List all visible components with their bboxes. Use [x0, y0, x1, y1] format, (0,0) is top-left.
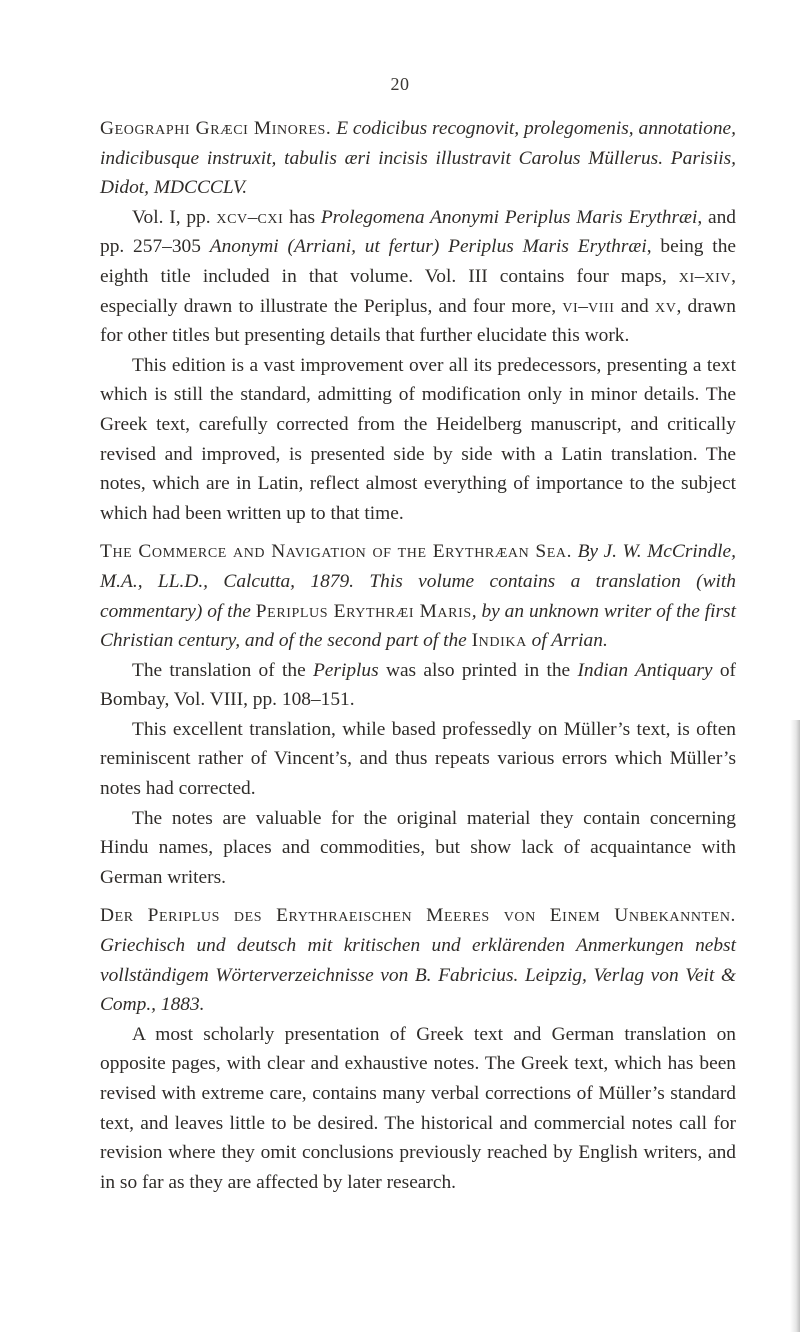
text-run: A most scholarly presentation of Greek text and German translation on opposite pages, with clear and exhaustive notes. The Greek text, which has been revised with extreme care, contains many verbal corrections of Müller’s standard text, and leaves little to be desired. The historical and commercial notes call for revision where they omit conclusions previously reached by English writers, and in so far as they are affected by later research. — [100, 1023, 736, 1193]
entry-paragraph — [100, 203, 736, 351]
text-run: , and pp. 257–305 — [100, 206, 736, 258]
text-run: The notes are valuable for the original material they contain concerning Hindu names, places and commodities, but show lack of acquaintance with German writers. — [100, 807, 736, 888]
page-number: 20 — [390, 74, 410, 94]
text-run: – — [578, 295, 588, 317]
text-run: Prolegomena Anonymi Periplus Maris Erythræi — [320, 206, 698, 228]
entry-heading — [100, 114, 736, 203]
bibliography-text — [100, 114, 736, 1197]
text-run: Geographi Græci Minores. — [100, 118, 332, 139]
text-run: E codicibus recognovit, prolegomenis, annotatione, indicibusque instruxit, tabulis æri incisis illustravit Carolus Müllerus. Parisiis, Didot, MDCCCLV. — [100, 118, 736, 199]
text-run: has — [283, 206, 321, 228]
bibliography-entry — [100, 114, 736, 528]
text-run: Periplus — [312, 659, 379, 681]
text-run: This excellent translation, while based professedly on Müller’s text, is often reminiscent rather of Vincent’s, and thus repeats various errors which Müller’s notes had corrected. — [100, 718, 736, 800]
entry-paragraph — [100, 715, 736, 804]
text-run: , being the eighth title included in that volume. Vol. III contains four maps, — [100, 236, 736, 287]
text-run: – — [694, 265, 705, 287]
bibliography-entry — [100, 537, 736, 892]
page-edge-shadow — [790, 720, 800, 1332]
text-run: xi — [678, 265, 695, 287]
text-run: The translation of the — [132, 659, 313, 681]
text-run: This edition is a vast improvement over all its predecessors, presenting a text which is still the standard, admitting of modification only in minor details. The Greek text, carefully corrected from the Heidelberg manuscript, and critically revised and improved, is presented side by side with a Latin translation. The notes, which are in Latin, reflect almost everything of importance to the subject which had been written up to that time. — [100, 354, 736, 524]
text-run: – — [247, 206, 258, 228]
text-run: of Bombay, Vol. VIII, pp. 108–151. — [100, 659, 736, 711]
text-run: xiv — [704, 265, 732, 287]
text-run: , especially drawn to illustrate the Periplus, and four more, — [100, 265, 736, 317]
text-run: , drawn for other titles but presenting details that further elucidate this work. — [100, 295, 736, 347]
text-run: Indian Antiquary — [577, 659, 713, 681]
text-run: Der Periplus des Erythraeischen Meeres von Einem Unbekannten. — [100, 905, 736, 927]
text-run: vi — [562, 295, 579, 317]
text-run: and — [614, 295, 656, 317]
text-run: Griechisch und deutsch mit kritischen und erklärenden Anmerkungen nebst vollständigem Wörterverzeichnisse von B. Fabricius. Leipzig, Verlag von Veit & Comp., 1883. — [100, 935, 736, 1016]
entry-heading — [100, 901, 736, 1019]
text-run: xv — [655, 295, 677, 317]
text-run: xcv — [216, 206, 248, 228]
text-run: viii — [588, 295, 615, 317]
entry-paragraph — [100, 1020, 736, 1198]
text-run: was also printed in the — [378, 659, 578, 681]
text-run: of Arrian. — [526, 630, 608, 652]
entry-heading — [100, 537, 736, 655]
text-run: By J. W. McCrindle, M.A., LL.D., Calcutta, 1879. This volume contains a translation (with commentary) of the — [100, 541, 736, 622]
text-run: Indika — [471, 630, 527, 652]
text-run: Anonymi (Arriani, ut fertur) Periplus Maris Erythræi — [209, 236, 647, 258]
text-run: cxi — [257, 206, 284, 228]
text-run: The Commerce and Navigation of the Erythræan Sea. — [100, 541, 573, 563]
text-run: Periplus Erythræi Maris — [255, 600, 472, 622]
text-run: , by an unknown writer of the first Christian century, and of the second part of the — [100, 600, 736, 652]
entry-paragraph — [100, 804, 736, 893]
entry-paragraph — [100, 351, 736, 529]
entry-paragraph — [100, 656, 736, 715]
text-run: Vol. I, pp. — [132, 206, 217, 228]
bibliography-entry — [100, 901, 736, 1197]
